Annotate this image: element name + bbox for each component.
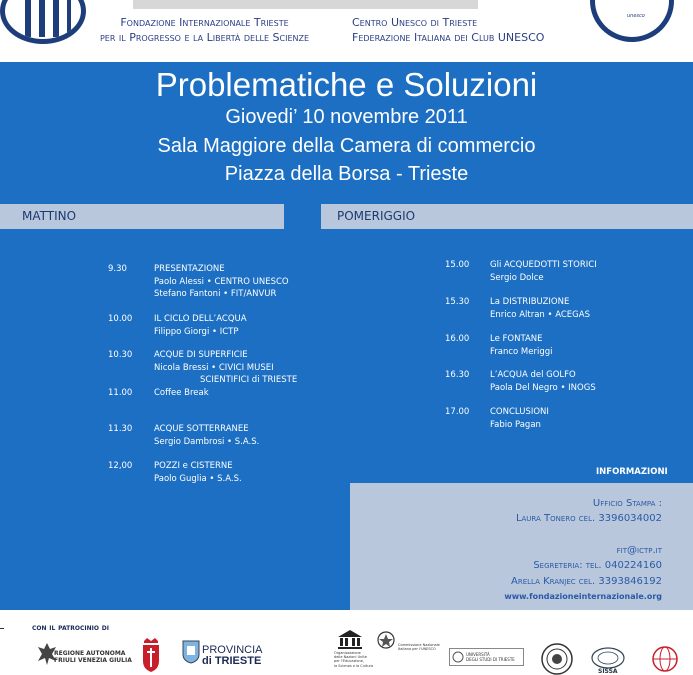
item-time: 10.30 <box>108 350 133 360</box>
item-title: ACQUE SOTTERRANEE <box>154 424 249 434</box>
section-afternoon-header: POMERIGGIO <box>321 204 693 229</box>
item-title: La DISTRIBUZIONE <box>490 297 570 307</box>
item-title: ACQUE DI SUPERFICIE <box>154 350 248 360</box>
centro-unesco-line-1: Centro Unesco di Trieste <box>352 16 478 29</box>
regione-line-2: FRIULI VENEZIA GIULIA <box>54 657 132 664</box>
segreteria-phone: Segreteria: tel. 040224160 <box>533 560 662 571</box>
website-link[interactable]: www.fondazioneinternazionale.org <box>504 592 662 601</box>
fondazione-line-2: per il Progresso e la Libertà delle Scienze <box>99 31 310 44</box>
academy-seal-logo <box>541 643 573 675</box>
provincia-text <box>202 645 263 667</box>
item-speaker: Enrico Altran • ACEGAS <box>490 309 590 320</box>
item-title: POZZI e CISTERNE <box>154 461 233 471</box>
item-title: Gli ACQUEDOTTI STORICI <box>490 260 597 270</box>
provincia-shield-icon <box>182 640 200 664</box>
item-time: 10.00 <box>108 314 133 324</box>
unesco-org-line-4: la Scienza e la Cultura <box>334 663 374 668</box>
item-title: PRESENTAZIONE <box>154 264 225 274</box>
item-speaker: Filippo Giorgi • ICTP <box>154 326 239 337</box>
ictp-logo <box>650 645 680 673</box>
item-time: 12,00 <box>108 461 133 471</box>
sissa-logo <box>590 646 626 670</box>
sissa-text: SISSA <box>598 668 618 675</box>
provincia-line-2: di TRIESTE <box>202 655 262 667</box>
section-morning-header: MATTINO <box>0 204 284 229</box>
unesco-organization-logo <box>336 629 364 649</box>
item-title: Coffee Break <box>154 388 209 398</box>
commissione-line-2: Italiana per l'UNESCO <box>398 647 436 652</box>
item-time: 11.00 <box>108 388 133 398</box>
centro-unesco-line-2: Federazione Italiana dei Club UNESCO <box>352 31 545 44</box>
item-speaker: Paolo Alessi • CENTRO UNESCO <box>154 276 289 287</box>
item-speaker: Fabio Pagan <box>490 419 541 430</box>
event-venue: Sala Maggiore della Camera di commercio <box>157 135 536 157</box>
regione-fvg-text <box>54 650 132 664</box>
universita-seal-icon <box>452 650 464 666</box>
arella-contact: Arella Kranjec cel. 3393846192 <box>511 576 662 587</box>
item-speaker-affiliation: SCIENTIFICI di TRIESTE <box>200 375 298 385</box>
item-time: 16.00 <box>445 334 470 344</box>
email-link[interactable]: fit@ictp.it <box>616 545 662 556</box>
trieste-shield-icon <box>140 637 162 673</box>
italian-emblem-icon <box>376 630 396 650</box>
footer-dash <box>0 628 4 629</box>
unesco-organization-text <box>334 651 373 668</box>
item-speaker: Sergio Dambrosi • S.A.S. <box>154 436 260 447</box>
item-title: Le FONTANE <box>490 334 543 344</box>
sissa-seal-icon <box>590 646 626 670</box>
universita-line-2: DEGLI STUDI DI TRIESTE <box>466 657 515 662</box>
commissione-nazionale-logo <box>376 630 396 650</box>
item-speaker: Nicola Bressi • CIVICI MUSEI <box>154 362 274 373</box>
item-time: 15.00 <box>445 260 470 270</box>
ufficio-stampa-label: Ufficio Stampa : <box>592 498 662 509</box>
fondazione-name <box>97 15 312 45</box>
fondazione-line-1: Fondazione Internazionale Trieste <box>120 16 289 29</box>
unesco-org-line-1: Organizzazione <box>334 651 361 655</box>
info-title: INFORMAZIONI <box>596 467 668 477</box>
item-speaker: Stefano Fantoni • FIT/ANVUR <box>154 289 277 299</box>
patronage-label: con il patrocinio di <box>32 623 109 632</box>
commissione-line-1: Commissione Nazionale <box>398 643 440 647</box>
item-time: 16.30 <box>445 370 470 380</box>
event-place: Piazza della Borsa - Trieste <box>224 163 469 185</box>
event-title: Problematiche e Soluzioni <box>155 66 538 103</box>
item-time: 9.30 <box>108 264 127 274</box>
regione-line-1: REGIONE AUTONOMA <box>54 650 126 657</box>
ufficio-stampa-contact: Laura Tonero cel. 3396034002 <box>515 513 662 524</box>
event-date: Giovedi’ 10 novembre 2011 <box>225 106 468 128</box>
unesco-temple-icon <box>336 629 364 649</box>
item-title: CONCLUSIONI <box>490 407 549 417</box>
unesco-org-line-3: per l'Educazione, <box>334 659 365 664</box>
universita-line-1: UNIVERSITÀ <box>466 652 490 657</box>
unesco-logo-text: unesco <box>627 13 645 19</box>
item-title: L’ACQUA del GOLFO <box>490 370 576 380</box>
ictp-globe-icon <box>650 645 680 673</box>
item-title: IL CICLO DELL’ACQUA <box>154 314 247 324</box>
item-time: 17.00 <box>445 407 470 417</box>
commissione-text <box>398 643 440 651</box>
header-gray-strip <box>133 0 478 9</box>
item-time: 11.30 <box>108 424 133 434</box>
item-speaker: Paola Del Negro • INOGS <box>490 382 596 393</box>
provincia-line-1: PROVINCIA <box>202 644 263 656</box>
round-seal-icon <box>541 643 573 675</box>
comune-trieste-logo <box>140 637 162 673</box>
item-speaker: Sergio Dolce <box>490 272 544 283</box>
provincia-trieste-logo <box>182 640 200 664</box>
centro-unesco-name <box>352 15 557 45</box>
item-time: 15.30 <box>445 297 470 307</box>
item-speaker: Paolo Guglia • S.A.S. <box>154 473 242 484</box>
unesco-org-line-2: delle Nazioni Unite <box>334 655 367 660</box>
item-speaker: Franco Meriggi <box>490 346 553 357</box>
